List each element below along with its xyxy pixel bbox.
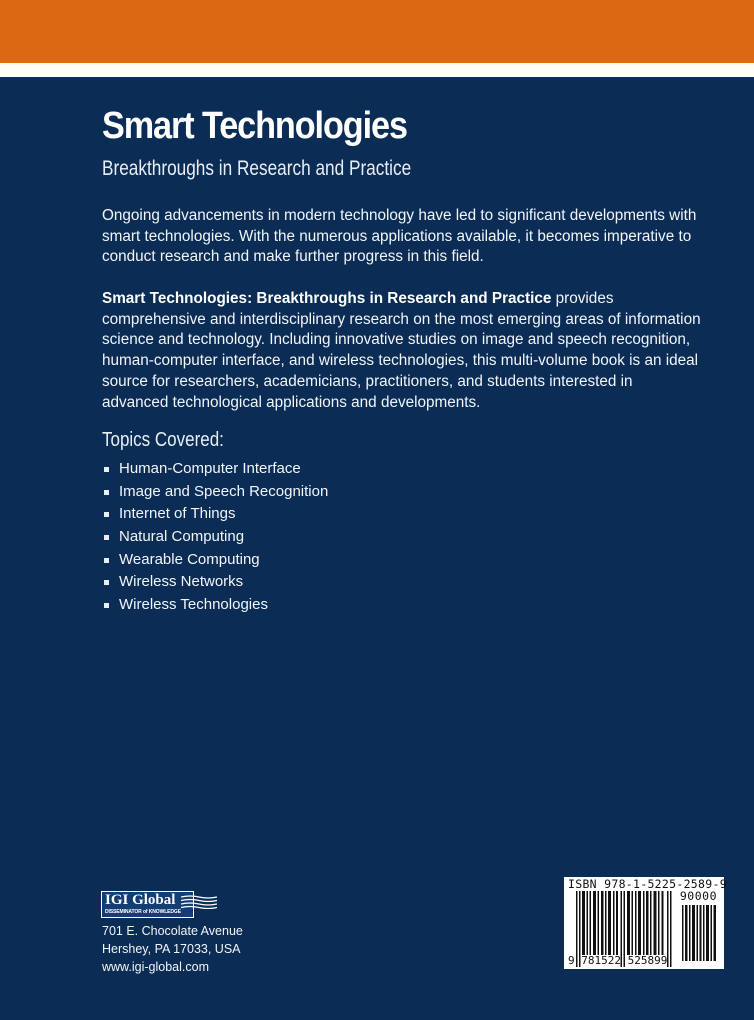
topic-label: Internet of Things (119, 505, 236, 523)
isbn-barcode (564, 877, 727, 969)
address-line-2: Hershey, PA 17033, USA (102, 942, 241, 956)
isbn-number: ISBN 978-1-5225-2589-9 (568, 877, 727, 891)
square-bullet-icon (104, 603, 109, 608)
topics-heading: Topics Covered: (102, 429, 224, 451)
topic-label: Natural Computing (119, 528, 245, 546)
topic-label: Wireless Networks (119, 573, 244, 591)
square-bullet-icon (104, 490, 109, 495)
topic-label: Image and Speech Recognition (119, 482, 329, 500)
square-bullet-icon (104, 512, 109, 517)
list-item (102, 571, 328, 594)
square-bullet-icon (104, 580, 109, 585)
description-text: provides comprehensive and interdisciplinary research on the most emerging areas of information science and technology. Including innovative studies on image and speech recognition, human-computer interface, and wireless technologies, this multi-volume book is an ideal source for researchers, academicians, practitioners, and students interested in advanced technological applications and developments. (102, 290, 701, 411)
price-code: 90000 (679, 889, 717, 903)
topic-label: Human-Computer Interface (119, 460, 301, 477)
list-item (102, 549, 328, 572)
list-item (102, 526, 328, 549)
topic-label: Wearable Computing (119, 550, 260, 568)
wave-lines-icon (181, 895, 217, 909)
ean-number: 9 781522 525899 (568, 954, 668, 967)
list-item (102, 503, 328, 526)
publisher-logo (101, 891, 221, 918)
square-bullet-icon (104, 467, 109, 472)
price-barcode-bars-icon (682, 905, 718, 961)
topics-list (102, 458, 328, 617)
publisher-website: www.igi-global.com (102, 960, 209, 974)
description-paragraph-2 (102, 289, 702, 413)
list-item (102, 594, 328, 617)
book-subtitle: Breakthroughs in Research and Practice (102, 157, 412, 180)
address-line-1: 701 E. Chocolate Avenue (102, 924, 243, 938)
list-item (102, 481, 328, 504)
list-item (102, 458, 328, 481)
square-bullet-icon (104, 535, 109, 540)
white-divider-stripe (0, 63, 754, 77)
topic-label: Wireless Technologies (119, 596, 268, 614)
book-title-inline: Smart Technologies: Breakthroughs in Research and Practice (102, 290, 552, 307)
description-paragraph-1: Ongoing advancements in modern technology have led to significant developments with smart technologies. With the numerous applications available, it becomes imperative to conduct research and make further progress in this field. (102, 207, 697, 266)
logo-name: IGI Global (105, 892, 176, 908)
square-bullet-icon (104, 558, 109, 563)
publisher-address (102, 922, 243, 976)
top-orange-band (0, 0, 754, 63)
logo-tagline: DISSEMINATOR of KNOWLEDGE (105, 909, 181, 915)
book-title: Smart Technologies (102, 105, 407, 147)
